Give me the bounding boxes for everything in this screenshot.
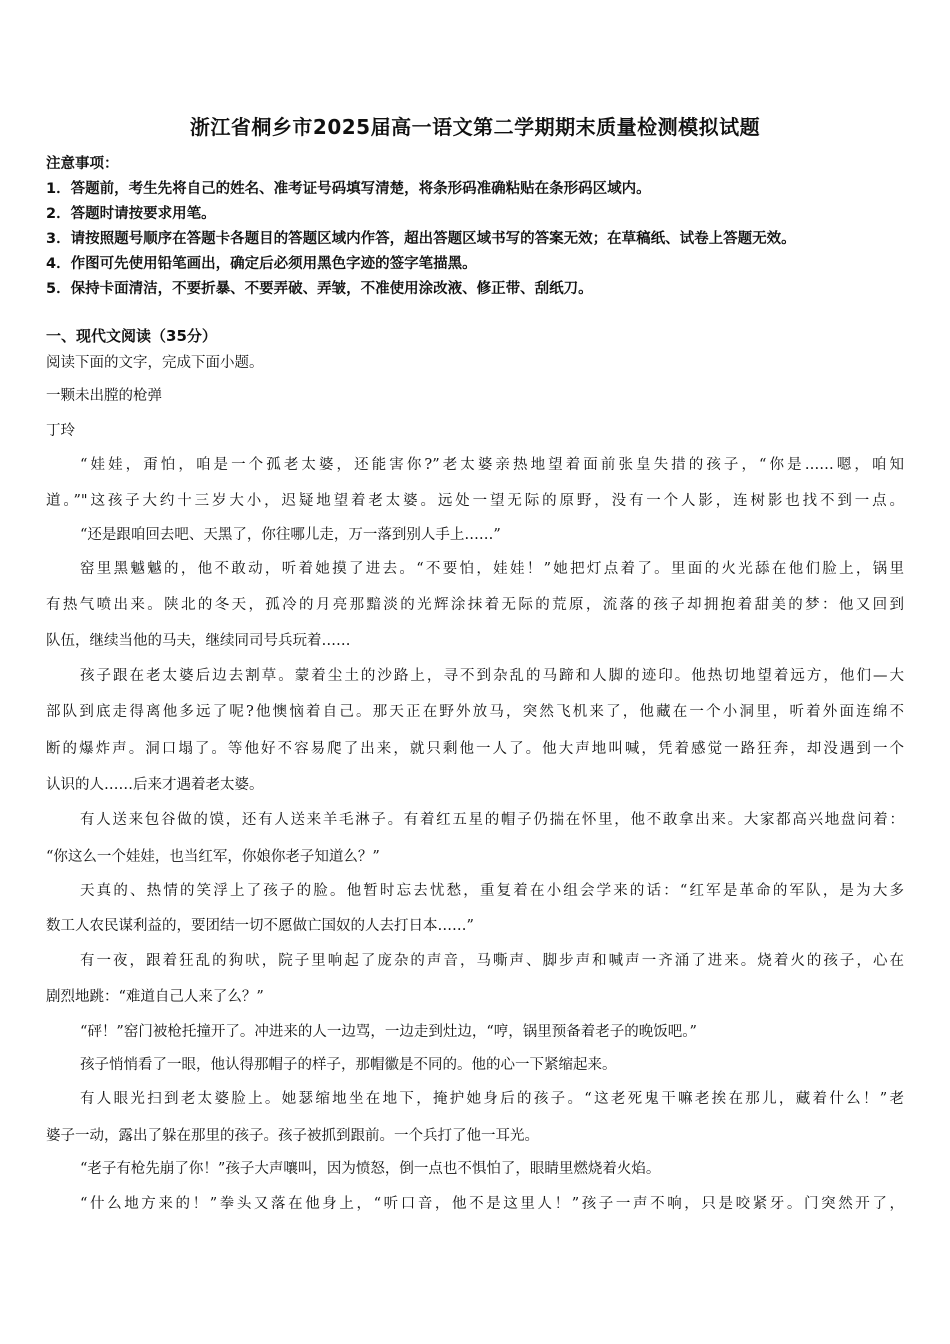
notice-item: 2．答题时请按要求用笔。	[46, 206, 216, 222]
text-line: “娃娃，甭怕，咱是一个孤老太婆，还能害你?”老太婆亲热地望着面前张皇失措的孩子，“你是……嗯，咱知	[80, 457, 904, 473]
text-line: “什么地方来的！”拳头又落在他身上，“听口音，他不是这里人！”孩子一声不响，只是咬紧牙。门突然开了，	[80, 1196, 904, 1212]
text-line: 断的爆炸声。洞口塌了。等他好不容易爬了出来，就只剩他一人了。他大声地叫喊，凭着感觉一路狂奔，却没遇到一个	[46, 741, 904, 757]
text-line: 孩子悄悄看了一眼，他认得那帽子的样子，那帽徽是不同的。他的心一下紧缩起来。	[80, 1057, 617, 1073]
story-author: 丁玲	[46, 423, 75, 439]
section-heading: 一、现代文阅读（35分）	[46, 327, 217, 345]
page-title: 浙江省桐乡市2025届高一语文第二学期期末质量检测模拟试题	[189, 115, 761, 139]
text-line: 部队到底走得离他多远了呢?他懊恼着自己。那天正在野外放马，突然飞机来了，他藏在一个小洞里，听着外面连绵不	[46, 704, 904, 720]
text-line: 天真的、热情的笑浮上了孩子的脸。他暂时忘去忧愁，重复着在小组会学来的话：“红军是革命的军队，是为大多	[80, 883, 904, 899]
notice-item: 1．答题前，考生先将自己的姓名、准考证号码填写清楚，将条形码准确粘贴在条形码区域内。	[46, 181, 651, 197]
reading-instruction: 阅读下面的文字，完成下面小题。	[46, 355, 264, 371]
text-line: “你这么一个娃娃，也当红军，你娘你老子知道么？”	[46, 849, 380, 865]
notice-heading: 注意事项：	[46, 156, 119, 172]
notice-item: 4．作图可先使用铅笔画出，确定后必须用黑色字迹的签字笔描黑。	[46, 256, 477, 272]
notice-item: 3．请按照题号顺序在答题卡各题目的答题区域内作答，超出答题区域书写的答案无效；在草稿纸、试卷上答题无效。	[46, 231, 796, 247]
text-line: 有人送来包谷做的馍，还有人送来羊毛淋子。有着红五星的帽子仍揣在怀里，他不敢拿出来。大家都高兴地盘问着：	[80, 812, 904, 828]
text-line: 队伍，继续当他的马夫，继续同司号兵玩着……	[46, 633, 351, 649]
text-line: “老子有枪先崩了你！”孩子大声嚷叫，因为愤怒，倒一点也不惧怕了，眼睛里燃烧着火焰。	[80, 1161, 661, 1177]
text-line: 数工人农民谋利益的，要团结一切不愿做亡国奴的人去打日本……”	[46, 918, 474, 934]
text-line: 道。”"这孩子大约十三岁大小，迟疑地望着老太婆。远处一望无际的原野，没有一个人影，连树影也找不到一点。	[46, 493, 904, 509]
text-line: “砰！”窑门被枪托撞开了。冲进来的人一边骂，一边走到灶边，“哼，锅里预备着老子的晚饭吧。”	[80, 1024, 697, 1040]
text-line: 孩子跟在老太婆后边去割草。蒙着尘土的沙路上，寻不到杂乱的马蹄和人脚的迹印。他热切地望着远方，他们—大	[80, 668, 904, 684]
notice-item: 5．保持卡面清洁，不要折暴、不要弄破、弄皱，不准使用涂改液、修正带、刮纸刀。	[46, 281, 593, 297]
text-line: 认识的人……后来才遇着老太婆。	[46, 777, 264, 793]
text-line: 剧烈地跳：“难道自己人来了么？”	[46, 989, 264, 1005]
text-line: 婆子一动，露出了躲在那里的孩子。孩子被抓到跟前。一个兵打了他一耳光。	[46, 1128, 539, 1144]
text-line: 有热气喷出来。陕北的冬天，孤冷的月亮那黯淡的光辉涂抹着无际的荒原，流落的孩子却拥抱着甜美的梦：他又回到	[46, 597, 904, 613]
text-line: 有一夜，跟着狂乱的狗吠，院子里响起了庞杂的声音，马嘶声、脚步声和喊声一齐涌了进来。烧着火的孩子，心在	[80, 953, 904, 969]
story-title: 一颗未出膛的枪弹	[46, 388, 162, 404]
text-line: 窑里黑魆魆的，他不敢动，听着她摸了进去。“不要怕，娃娃！”她把灯点着了。里面的火光舔在他们脸上，锅里	[80, 561, 904, 577]
text-line: “还是跟咱回去吧、天黑了，你往哪儿走，万一落到别人手上……”	[80, 527, 501, 543]
text-line: 有人眼光扫到老太婆脸上。她瑟缩地坐在地下，掩护她身后的孩子。“这老死鬼干嘛老挨在那儿，藏着什么！”老	[80, 1091, 904, 1107]
